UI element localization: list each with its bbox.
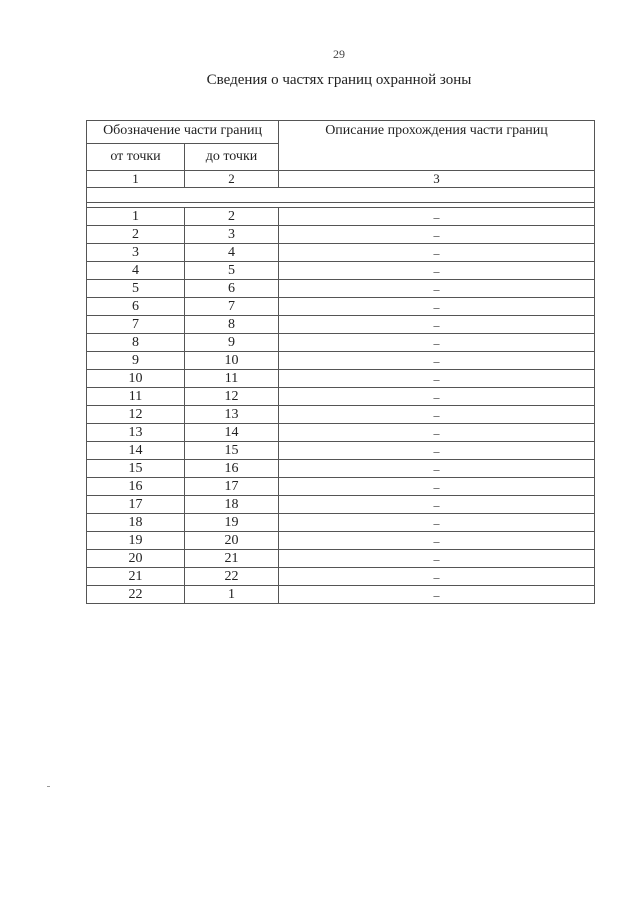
to-point-cell: 12	[185, 388, 279, 406]
description-cell: –	[279, 514, 595, 532]
header-from-cell: от точки	[87, 144, 185, 171]
from-point-cell: 13	[87, 424, 185, 442]
table-row	[87, 478, 595, 496]
margin-mark	[47, 786, 50, 787]
from-point-cell: 15	[87, 460, 185, 478]
to-point-cell: 3	[185, 226, 279, 244]
header-row-group	[87, 121, 595, 144]
from-point-cell: 12	[87, 406, 185, 424]
from-point-cell: 14	[87, 442, 185, 460]
from-point-cell: 4	[87, 262, 185, 280]
description-cell: –	[279, 244, 595, 262]
from-point-cell: 11	[87, 388, 185, 406]
to-point-cell: 14	[185, 424, 279, 442]
table-row	[87, 568, 595, 586]
table-row	[87, 424, 595, 442]
table-body	[87, 121, 595, 604]
header-desc-cell: Описание прохождения части границ	[279, 121, 595, 171]
table-row	[87, 532, 595, 550]
to-point-cell: 2	[185, 208, 279, 226]
table-row	[87, 298, 595, 316]
from-point-cell: 21	[87, 568, 185, 586]
description-cell: –	[279, 478, 595, 496]
column-number-cell: 3	[279, 171, 595, 188]
to-point-cell: 17	[185, 478, 279, 496]
page-number: 29	[333, 47, 345, 61]
to-point-cell: 9	[185, 334, 279, 352]
from-point-cell: 8	[87, 334, 185, 352]
table-row	[87, 406, 595, 424]
to-point-cell: 7	[185, 298, 279, 316]
description-cell: –	[279, 316, 595, 334]
description-cell: –	[279, 208, 595, 226]
description-cell: –	[279, 424, 595, 442]
description-cell: –	[279, 334, 595, 352]
to-point-cell: 22	[185, 568, 279, 586]
description-cell: –	[279, 298, 595, 316]
from-point-cell: 9	[87, 352, 185, 370]
to-point-cell: 11	[185, 370, 279, 388]
to-point-cell: 16	[185, 460, 279, 478]
from-point-cell: 22	[87, 586, 185, 604]
table-row	[87, 388, 595, 406]
document-title: Сведения о частях границ охранной зоны	[206, 72, 472, 88]
from-point-cell: 16	[87, 478, 185, 496]
to-point-cell: 5	[185, 262, 279, 280]
description-cell: –	[279, 352, 595, 370]
to-point-cell: 15	[185, 442, 279, 460]
description-cell: –	[279, 388, 595, 406]
to-point-cell: 13	[185, 406, 279, 424]
to-point-cell: 18	[185, 496, 279, 514]
table-row	[87, 442, 595, 460]
table-row	[87, 262, 595, 280]
description-cell: –	[279, 496, 595, 514]
to-point-cell: 4	[185, 244, 279, 262]
to-point-cell: 1	[185, 586, 279, 604]
description-cell: –	[279, 460, 595, 478]
description-cell: –	[279, 280, 595, 298]
description-cell: –	[279, 406, 595, 424]
table-row	[87, 550, 595, 568]
from-point-cell: 10	[87, 370, 185, 388]
column-number-cell: 2	[185, 171, 279, 188]
column-number-row	[87, 171, 595, 188]
table-row	[87, 208, 595, 226]
to-point-cell: 20	[185, 532, 279, 550]
description-cell: –	[279, 370, 595, 388]
to-point-cell: 6	[185, 280, 279, 298]
to-point-cell: 21	[185, 550, 279, 568]
to-point-cell: 8	[185, 316, 279, 334]
from-point-cell: 1	[87, 208, 185, 226]
description-cell: –	[279, 226, 595, 244]
description-cell: –	[279, 442, 595, 460]
table-row	[87, 244, 595, 262]
table-row	[87, 226, 595, 244]
to-point-cell: 19	[185, 514, 279, 532]
table-row	[87, 586, 595, 604]
table-row	[87, 370, 595, 388]
description-cell: –	[279, 532, 595, 550]
from-point-cell: 3	[87, 244, 185, 262]
table-row	[87, 514, 595, 532]
from-point-cell: 19	[87, 532, 185, 550]
header-group-cell: Обозначение части границ	[87, 121, 279, 144]
column-number-cell: 1	[87, 171, 185, 188]
header-to-cell: до точки	[185, 144, 279, 171]
section-spacer-cell	[87, 188, 595, 203]
description-cell: –	[279, 550, 595, 568]
table-row	[87, 496, 595, 514]
to-point-cell: 10	[185, 352, 279, 370]
table-row	[87, 460, 595, 478]
from-point-cell: 18	[87, 514, 185, 532]
description-cell: –	[279, 262, 595, 280]
description-cell: –	[279, 586, 595, 604]
from-point-cell: 2	[87, 226, 185, 244]
from-point-cell: 5	[87, 280, 185, 298]
table-row	[87, 352, 595, 370]
description-cell: –	[279, 568, 595, 586]
from-point-cell: 20	[87, 550, 185, 568]
table-row	[87, 334, 595, 352]
table-row	[87, 280, 595, 298]
from-point-cell: 7	[87, 316, 185, 334]
section-spacer-row	[87, 188, 595, 203]
from-point-cell: 6	[87, 298, 185, 316]
from-point-cell: 17	[87, 496, 185, 514]
table-row	[87, 316, 595, 334]
boundary-parts-table	[86, 120, 595, 604]
